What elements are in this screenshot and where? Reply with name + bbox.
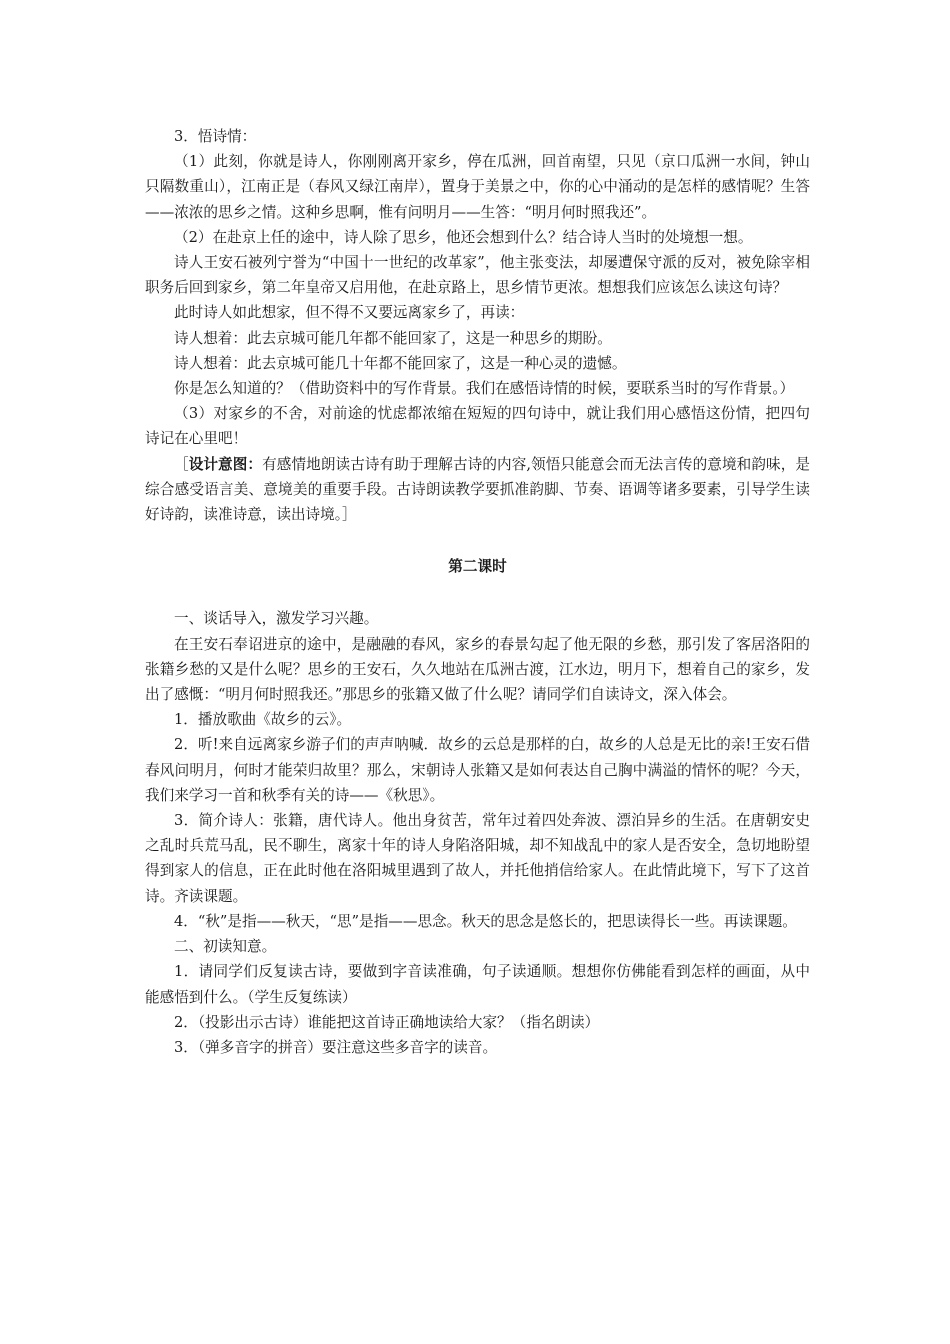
paragraph: 3．简介诗人：张籍，唐代诗人。他出身贫苦，常年过着四处奔波、漂泊异乡的生活。在唐朝安史之乱时兵荒马乱，民不聊生，离家十年的诗人身陷洛阳城，却不知战乱中的家人是否安全，急切地盼望得到家人的信息，正在此时他在洛阳城里遇到了故人，并托他捎信给家人。在此情此境下，写下了这首诗。齐读课题。 (145, 812, 810, 905)
paragraph: 在王安石奉诏进京的途中，是融融的春风，家乡的春景勾起了他无限的乡愁，那引发了客居洛阳的张籍乡愁的又是什么呢？思乡的王安石，久久地站在瓜洲古渡，江水边，明月下，想着自己的家乡，发出了感慨：“明月何时照我还。”那思乡的张籍又做了什么呢？请同学们自读诗文，深入体会。 (145, 635, 810, 704)
paragraph: （1）此刻，你就是诗人，你刚刚离开家乡，停在瓜洲，回首南望，只见（京口瓜洲一水间，钟山只隔数重山），江南正是（春风又绿江南岸），置身于美景之中，你的心中涌动的是怎样的感情呢？生答——浓浓的思乡之情。这种乡思啊，惟有问明月——生答：“明月何时照我还”。 (145, 153, 810, 221)
design-intent-text: 有感情地朗读古诗有助于理解古诗的内容,领悟只能意会而无法言传的意境和韵味，是综合感受语言美、意境美的重要手段。古诗朗读教学要抓准韵脚、节奏、语调等诸多要素，引导学生读好诗韵，读准诗意，读出诗境。］ (145, 455, 810, 524)
paragraph: 3．（弹多音字的拼音）要注意这些多音字的读音。 (174, 1038, 498, 1056)
paragraph: （3）对家乡的不舍，对前途的忧虑都浓缩在短短的四句诗中，就让我们用心感悟这份情，把四句诗记在心里吧！ (145, 405, 810, 448)
paragraph: 2．（投影出示古诗）谁能把这首诗正确地读给大家？（指名朗读） (174, 1013, 600, 1031)
paragraph: 2．听!来自远离家乡游子们的声声呐喊．故乡的云总是那样的白，故乡的人总是无比的亲!王安石借春风问明月，何时才能荣归故里？那么，宋朝诗人张籍又是如何表达自己胸中满溢的情怀的呢？今天，我们来学习一首和秋季有关的诗——《秋思》。 (145, 736, 810, 804)
paragraph: （2）在赴京上任的途中，诗人除了思乡，他还会想到什么？结合诗人当时的处境想一想。 (174, 228, 753, 246)
lesson-heading: 第二课时 (448, 558, 507, 576)
design-bracket: ［ (174, 455, 189, 473)
paragraph: 二、初读知意。 (174, 938, 277, 956)
section-title: 3．悟诗情： (174, 128, 257, 145)
paragraph: 诗人想着：此去京城可能几十年都不能回家了，这是一种心灵的遗憾。 (174, 354, 627, 372)
design-intent-note (145, 452, 810, 528)
paragraph: 你是怎么知道的？（借助资料中的写作背景。我们在感悟诗情的时候，要联系当时的写作背景。） (174, 380, 795, 398)
paragraph: 1．播放歌曲《故乡的云》。 (174, 711, 352, 729)
paragraph: 此时诗人如此想家，但不得不又要远离家乡了，再读： (174, 304, 525, 322)
paragraph: 1．请同学们反复读古诗，要做到字音读准确，句子读通顺。想想你仿佛能看到怎样的画面，从中能感悟到什么。（学生反复练读） (145, 963, 810, 1006)
paragraph: 一、谈话导入，激发学习兴趣。 (174, 610, 379, 628)
paragraph: 诗人王安石被列宁誉为“中国十一世纪的改革家”，他主张变法，却屡遭保守派的反对，被免除宰相职务后回到家乡，第二年皇帝又启用他，在赴京路上，思乡情节更浓。想想我们应该怎么读这句诗？ (145, 254, 810, 297)
paragraph: 4．“秋”是指——秋天，“思”是指——思念。秋天的思念是悠长的，把思读得长一些。再读课题。 (174, 912, 797, 930)
document-page (145, 124, 810, 1060)
design-intent-label: 设计意图： (188, 455, 263, 473)
paragraph: 诗人想着：此去京城可能几年都不能回家了，这是一种思乡的期盼。 (174, 329, 612, 347)
